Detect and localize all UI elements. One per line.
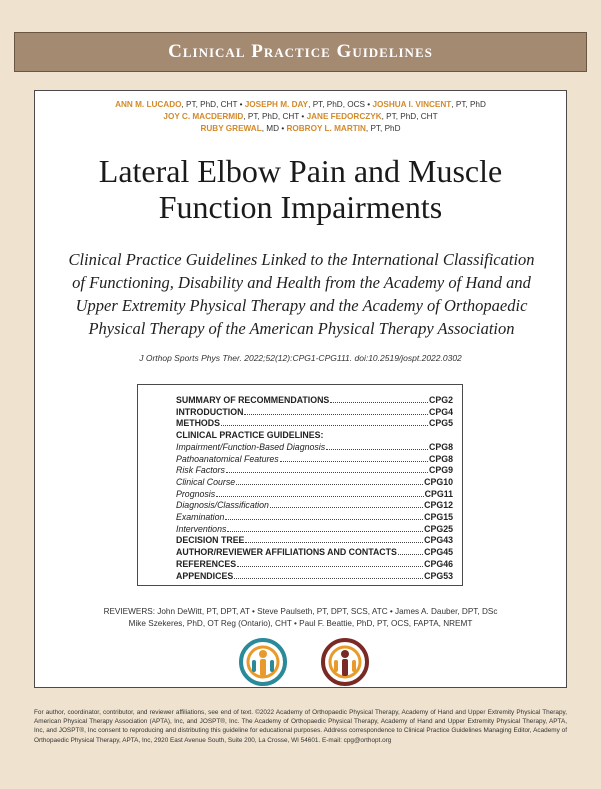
authors-line-1 <box>35 99 566 111</box>
toc-entry-page: CPG2 <box>429 395 453 405</box>
toc-entry-label: Pathoanatomical Features <box>176 453 279 464</box>
toc-entry <box>176 571 453 583</box>
toc-entry-label: Risk Factors <box>176 465 225 476</box>
author-name: JOY C. MACDERMID <box>163 112 244 121</box>
table-of-contents <box>137 384 463 586</box>
toc-entry-page: CPG25 <box>424 523 453 534</box>
toc-leader-dots <box>245 542 423 543</box>
toc-leader-dots <box>270 507 423 508</box>
toc-entry-label: REFERENCES <box>176 558 237 569</box>
toc-entry <box>176 489 453 501</box>
toc-leader-dots <box>234 578 423 579</box>
toc-leader-dots <box>225 519 423 520</box>
subtitle-line: of Functioning, Disability and Health from the Academy of Hand and <box>72 273 531 292</box>
toc-leader-dots <box>226 472 428 473</box>
toc-entry-page: CPG15 <box>424 512 453 523</box>
toc-leader-dots <box>221 425 428 426</box>
toc-entry-label: METHODS <box>176 418 220 429</box>
footer-note: For author, coordinator, contributor, and reviewer affiliations, see end of text. ©2022 Academy of Orthopaedic Physical Therapy, Academy of Hand and Upper Extremity Physical Therapy, American Physical Therapy Association (APTA), Inc, and JOSPT®, Inc. The Academy of Orthopaedic Physical Therapy, Academy of Hand and Upper Extremity Physical Therapy, APTA, Inc, and JOSPT®, Inc consent to reproducing and distributing this guideline for educational purposes. Address correspondence to Clinical Practice Guidelines Managing Editor, Academy of Orthopaedic Physical Therapy, APTA, Inc, 2920 East Avenue South, Suite 200, La Crosse, WI 54601. E-mail: cpg@orthopt.org <box>34 709 567 744</box>
toc-entry-label: AUTHOR/REVIEWER AFFILIATIONS AND CONTACTS <box>176 547 397 558</box>
header-band <box>14 32 587 72</box>
toc-entry-label: SUMMARY OF RECOMMENDATIONS <box>176 395 330 405</box>
toc-entry-label: CLINICAL PRACTICE GUIDELINES: <box>176 430 324 441</box>
authors-line-3 <box>35 123 566 135</box>
title-line: Lateral Elbow Pain and Muscle <box>98 153 503 189</box>
toc-entry <box>176 430 453 442</box>
citation: J Orthop Sports Phys Ther. 2022;52(12):CPG1-CPG111. doi:10.2519/jospt.2022.0302 <box>139 353 462 363</box>
toc-entry <box>176 535 453 547</box>
toc-entry <box>176 454 453 466</box>
toc-entry-page: CPG8 <box>429 453 453 464</box>
title-line: Function Impairments <box>158 189 443 225</box>
toc-entry-label: Impairment/Function-Based Diagnosis <box>176 441 326 452</box>
academy-hand-upper-extremity-logo-icon <box>239 638 287 686</box>
toc-leader-dots <box>244 414 428 415</box>
toc-entry-page: CPG53 <box>424 570 453 581</box>
author-separator: • <box>281 124 285 133</box>
author-credentials: , MD <box>261 124 280 133</box>
toc-entry <box>176 500 453 512</box>
reviewers-line: Mike Szekeres, PhD, OT Reg (Ontario), CHT • Paul F. Beattie, PhD, PT, OCS, FAPTA, NREMT <box>128 619 473 628</box>
toc-entry-page: CPG9 <box>429 465 453 476</box>
document-title <box>35 153 566 225</box>
author-name: JANE FEDORCZYK <box>306 112 382 121</box>
toc-entry <box>176 547 453 559</box>
author-name: ROBROY L. MARTIN <box>286 124 366 133</box>
academy-orthopaedic-logo-icon <box>321 638 369 686</box>
toc-entry-label: Diagnosis/Classification <box>176 500 269 511</box>
reviewers <box>35 606 566 630</box>
author-name: ANN M. LUCADO <box>115 100 182 109</box>
toc-entry-label: Clinical Course <box>176 476 236 487</box>
toc-entry-page: CPG11 <box>424 488 453 499</box>
toc-leader-dots <box>216 496 424 497</box>
subtitle-line: Physical Therapy of the American Physical Therapy Association <box>88 319 515 338</box>
toc-entry-label: Examination <box>176 512 225 523</box>
authors-line-2 <box>35 111 566 123</box>
author-name: JOSHUA I. VINCENT <box>372 100 452 109</box>
toc-leader-dots <box>227 531 423 532</box>
author-credentials: , PT, PhD, CHT <box>381 112 438 121</box>
toc-entry <box>176 559 453 571</box>
toc-entry-page: CPG4 <box>429 406 453 417</box>
toc-leader-dots <box>280 461 428 462</box>
toc-entry-label: DECISION TREE <box>176 535 245 546</box>
toc-entry <box>176 512 453 524</box>
toc-entry-page: CPG8 <box>429 441 453 452</box>
subtitle-line: Upper Extremity Physical Therapy and the Academy of Orthopaedic <box>75 296 528 315</box>
toc-entry <box>176 395 453 407</box>
author-credentials: , PT, PhD, OCS <box>308 100 366 109</box>
toc-leader-dots <box>398 554 423 555</box>
author-credentials: , PT, PhD, CHT <box>181 100 238 109</box>
author-credentials: , PT, PhD <box>451 100 486 109</box>
reviewers-line: REVIEWERS: John DeWitt, PT, DPT, AT • Steve Paulseth, PT, DPT, SCS, ATC • James A. Dauber, DPT, DSc <box>103 607 498 616</box>
toc-entry-page: CPG12 <box>424 500 453 511</box>
author-separator: • <box>367 100 371 109</box>
authors <box>35 99 566 135</box>
toc-entry <box>176 442 453 454</box>
toc-leader-dots <box>236 484 423 485</box>
author-credentials: , PT, PhD, CHT <box>243 112 300 121</box>
author-name: RUBY GREWAL <box>200 124 262 133</box>
document-subtitle <box>43 248 560 340</box>
toc-entry-label: INTRODUCTION <box>176 406 244 417</box>
toc-entry-page: CPG46 <box>424 558 453 569</box>
toc-entry-label: APPENDICES <box>176 570 234 581</box>
toc-entry <box>176 407 453 419</box>
toc-entry <box>176 465 453 477</box>
header-title: Clinical Practice Guidelines <box>168 41 433 62</box>
toc-entry-page: CPG10 <box>424 476 453 487</box>
toc-entry-label: Prognosis <box>176 488 216 499</box>
document-page <box>34 90 567 688</box>
toc-entry-page: CPG45 <box>424 547 453 558</box>
toc-entry-label: Interventions <box>176 523 227 534</box>
toc-entry-page: CPG5 <box>429 418 453 429</box>
toc-leader-dots <box>330 402 428 403</box>
toc-entry-page: CPG43 <box>424 535 453 546</box>
author-credentials: , PT, PhD <box>365 124 401 133</box>
author-separator: • <box>301 112 305 121</box>
toc-leader-dots <box>237 566 423 567</box>
toc-entry <box>176 418 453 430</box>
academy-logos <box>239 638 369 686</box>
toc-entry <box>176 524 453 536</box>
toc-leader-dots <box>326 449 428 450</box>
author-separator: • <box>239 100 243 109</box>
toc-entry <box>176 477 453 489</box>
subtitle-line: Clinical Practice Guidelines Linked to the International Classification <box>68 250 535 269</box>
author-name: JOSEPH M. DAY <box>244 100 309 109</box>
